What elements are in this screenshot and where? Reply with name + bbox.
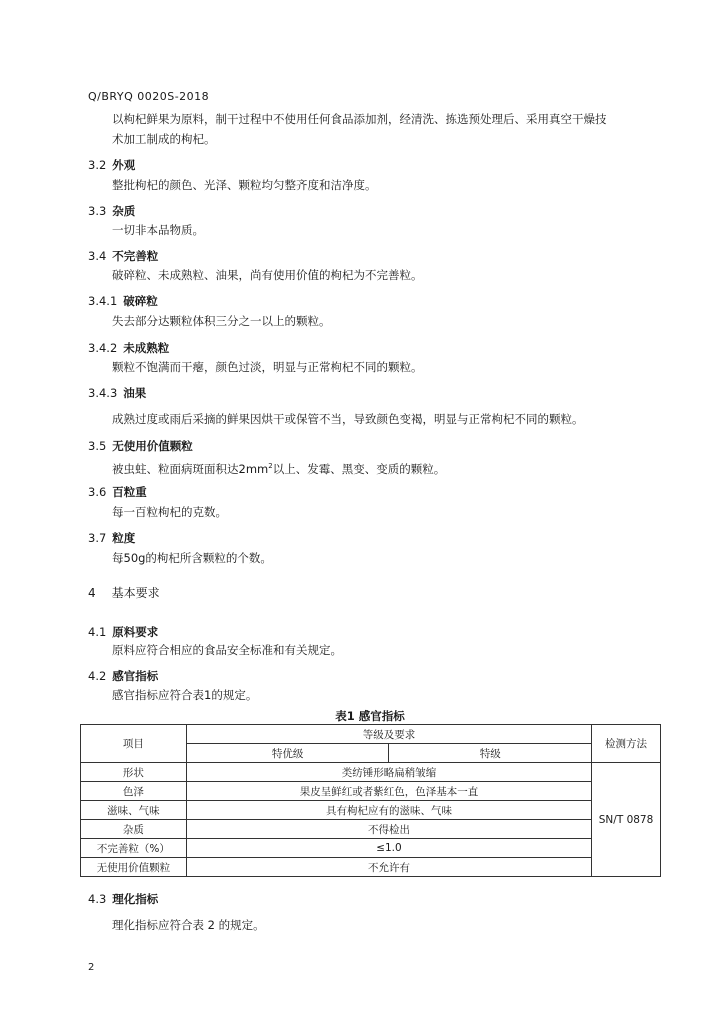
- section-title: 不完善粒: [112, 249, 159, 263]
- table-header-row: [81, 725, 661, 744]
- text-part: 以上、发霉、黑变、变质的颗粒。: [272, 461, 446, 476]
- section-number: 3.4: [88, 249, 107, 263]
- row-value: 不得检出: [186, 820, 591, 839]
- section-number: 3.3: [88, 204, 107, 218]
- intro-line-2: 术加工制成的枸杞。: [112, 132, 216, 146]
- page-number: 2: [88, 962, 95, 973]
- section-title: 无使用价值颗粒: [112, 439, 193, 453]
- section-title: 外观: [112, 158, 136, 172]
- text-part: 被虫蛀、粒面病斑面积达2mm: [112, 461, 269, 476]
- section-number: 4: [88, 586, 96, 600]
- section-title: 杂质: [112, 204, 136, 218]
- section-3-2-heading: [88, 158, 135, 172]
- row-item: 杂质: [81, 820, 187, 839]
- row-value: 类纺锤形略扁稍皱缩: [186, 763, 591, 782]
- row-value: 具有枸杞应有的滋味、气味: [186, 801, 591, 820]
- section-3-2-text: 整批枸杞的颜色、光泽、颗粒均匀整齐度和洁净度。: [112, 178, 377, 192]
- section-3-4-1-text: 失去部分达颗粒体积三分之一以上的颗粒。: [112, 314, 331, 328]
- section-3-4-3-heading: [88, 386, 146, 400]
- section-number: 4.3: [88, 892, 107, 906]
- section-number: 4.1: [88, 625, 107, 639]
- section-4-3-text: 理化指标应符合表 2 的规定。: [112, 918, 265, 932]
- method-cell: SN/T 0878: [592, 763, 661, 877]
- section-title: 百粒重: [112, 485, 147, 499]
- row-item: 滋味、气味: [81, 801, 187, 820]
- section-title: 粒度: [112, 531, 136, 545]
- section-3-3-text: 一切非本品物质。: [112, 223, 204, 237]
- header-special-grade: 特优级: [186, 744, 389, 763]
- section-title: 基本要求: [111, 586, 160, 600]
- section-3-5-text: [112, 459, 445, 476]
- section-3-4-1-heading: [88, 294, 158, 308]
- table-caption: 表1 感官指标: [335, 709, 405, 723]
- section-4-3-heading: [88, 892, 158, 906]
- row-value: ≤1.0: [186, 839, 591, 858]
- section-title: 未成熟粒: [123, 341, 170, 355]
- section-3-5-heading: [88, 439, 193, 453]
- section-3-6-text: 每一百粒枸杞的克数。: [112, 505, 227, 519]
- table-row: [81, 858, 661, 877]
- intro-line-1: 以枸杞鲜果为原料，制干过程中不使用任何食品添加剂，经清洗、拣选预处理后、采用真空干燥技: [112, 112, 607, 126]
- section-number: 3.4.1: [88, 294, 118, 308]
- section-3-4-heading: [88, 249, 158, 263]
- document-id: Q/BRYQ 0020S-2018: [88, 90, 210, 103]
- header-first-grade: 特级: [389, 744, 592, 763]
- section-title: 原料要求: [112, 625, 159, 639]
- section-4-2-heading: [88, 669, 158, 683]
- section-3-3-heading: [88, 204, 135, 218]
- section-number: 3.2: [88, 158, 107, 172]
- header-item: 项目: [81, 725, 187, 763]
- superscript: 2: [268, 462, 273, 470]
- section-4-1-heading: [88, 625, 158, 639]
- section-3-7-text: 每50g的枸杞所含颗粒的个数。: [112, 551, 272, 565]
- section-title: 油果: [123, 386, 147, 400]
- section-3-7-heading: [88, 531, 135, 545]
- row-item: 色泽: [81, 782, 187, 801]
- section-title: 感官指标: [112, 669, 159, 683]
- section-3-4-2-text: 颗粒不饱满而干瘪，颜色过淡，明显与正常枸杞不同的颗粒。: [112, 360, 423, 374]
- sensory-table: [80, 724, 661, 877]
- section-number: 3.4.3: [88, 386, 118, 400]
- row-value: 果皮呈鲜红或者紫红色，色泽基本一直: [186, 782, 591, 801]
- row-item: 不完善粒（%）: [81, 839, 187, 858]
- header-grade: 等级及要求: [186, 725, 591, 744]
- section-3-4-2-heading: [88, 341, 169, 355]
- section-3-4-3-text: 成熟过度或雨后采摘的鲜果因烘干或保管不当，导致颜色变褐，明显与正常枸杞不同的颗粒。: [112, 412, 584, 426]
- section-3-4-text: 破碎粒、未成熟粒、油果，尚有使用价值的枸杞为不完善粒。: [112, 268, 423, 282]
- section-title: 理化指标: [112, 892, 159, 906]
- table-row: [81, 763, 661, 782]
- section-number: 3.7: [88, 531, 107, 545]
- section-number: 3.6: [88, 485, 107, 499]
- section-number: 3.5: [88, 439, 107, 453]
- section-3-6-heading: [88, 485, 147, 499]
- table-row: [81, 820, 661, 839]
- row-item: 无使用价值颗粒: [81, 858, 187, 877]
- section-number: 4.2: [88, 669, 107, 683]
- table-row: [81, 801, 661, 820]
- section-title: 破碎粒: [123, 294, 158, 308]
- row-value: 不允许有: [186, 858, 591, 877]
- section-number: 3.4.2: [88, 341, 118, 355]
- section-4-1-text: 原料应符合相应的食品安全标准和有关规定。: [112, 643, 342, 657]
- row-item: 形状: [81, 763, 187, 782]
- table-row: [81, 782, 661, 801]
- table-row: [81, 839, 661, 858]
- section-4-heading: [88, 586, 160, 600]
- section-4-2-text: 感官指标应符合表1的规定。: [112, 688, 258, 702]
- header-method: 检测方法: [592, 725, 661, 763]
